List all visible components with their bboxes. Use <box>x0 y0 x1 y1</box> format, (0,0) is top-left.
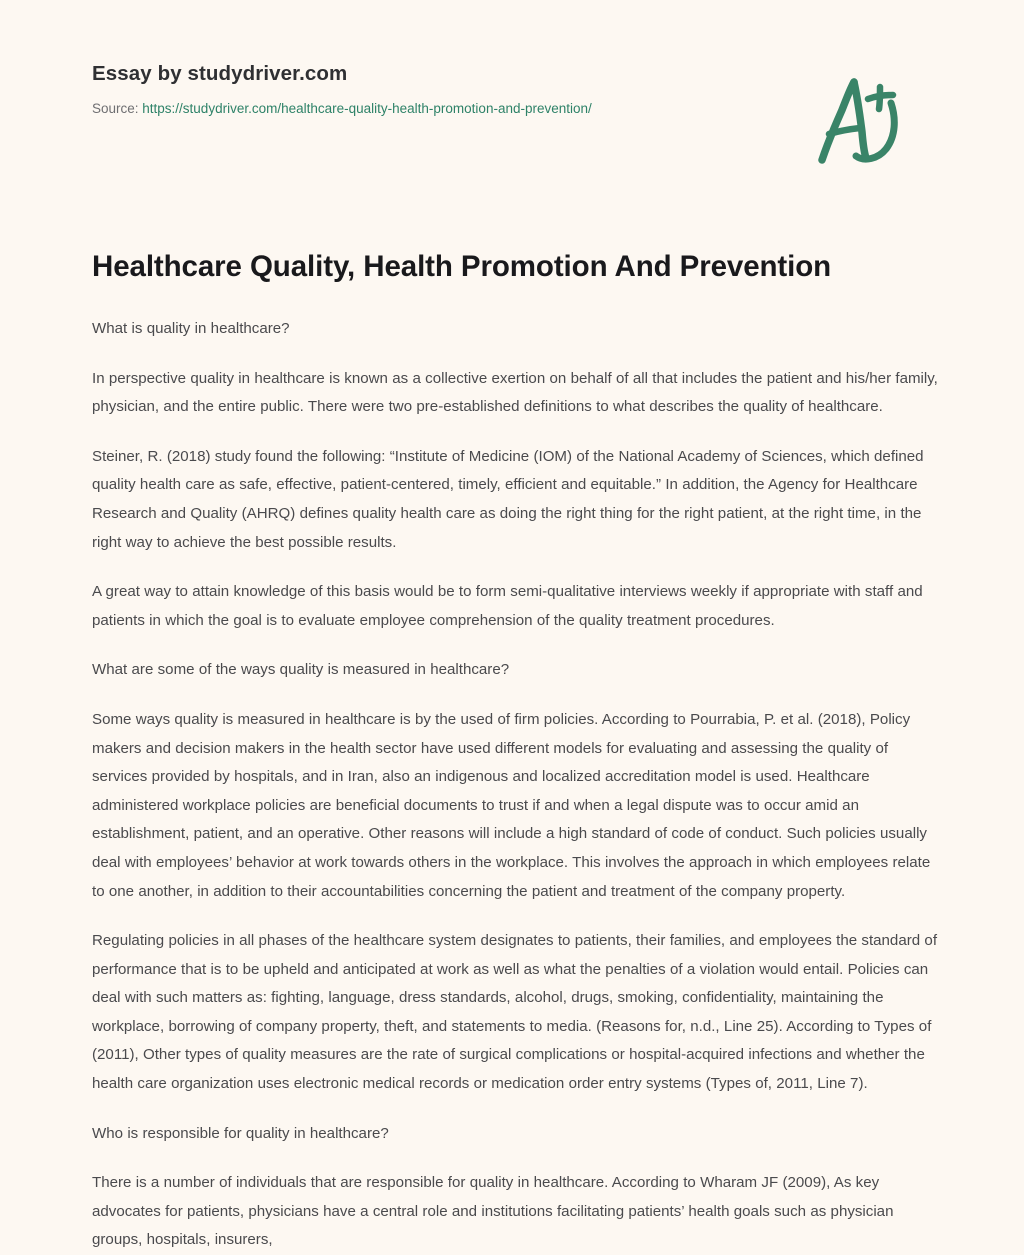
paragraph-3: A great way to attain knowledge of this basis would be to form semi-qualitative interviews weekly if appropriate with staff and patients in which the goal is to evaluate employee comprehension of the quality treatment procedures. <box>92 583 923 629</box>
source-url-link[interactable]: https://studydriver.com/healthcare-quality-health-promotion-and-prevention/ <box>142 100 592 116</box>
paragraph-5: Regulating policies in all phases of the healthcare system designates to patients, their families, and employees the standard of performance that is to be upheld and anticipated at work as well as what the penalties of a violation would entail. Policies can deal with such matters as: fighting, language, dress standards, alcohol, drugs, smoking, confidentiality, maintaining the workplace, borrowing of company property, theft, and statements to media. (Reasons for, n.d., Line 25). According to Types of (2011), Other types of quality measures are the rate of surgical complications or hospital-acquired infections and whether the health care organization uses electronic medical records or medication order entry systems (Types of, 2011, Line 7). <box>92 932 938 1093</box>
page-title: Healthcare Quality, Health Promotion And Prevention <box>92 250 832 283</box>
paragraph-4: Some ways quality is measured in healthcare is by the used of firm policies. According to Pourrabia, P. et al. (2018), Policy makers and decision makers in the health sector have used different models for evaluating and assessing the quality of services provided by hospitals, and in Iran, also an indigenous and localized accreditation model is used. Healthcare administered workplace policies are beneficial documents to trust if and when a legal dispute was to occur amid an establishment, patient, and an operative. Other reasons will include a high standard of code of conduct. Such policies usually deal with employees’ behavior at work towards others in the workplace. This involves the approach in which employees relate to one another, in addition to their accountabilities concerning the patient and treatment of the company property. <box>92 710 931 900</box>
document-header <box>92 62 792 117</box>
paragraph-question-2: What are some of the ways quality is measured in healthcare? <box>92 661 510 679</box>
source-line <box>92 101 792 117</box>
paragraph-question-1: What is quality in healthcare? <box>92 320 290 337</box>
document-body <box>92 315 940 1255</box>
essay-byline: Essay by studydriver.com <box>92 62 348 85</box>
paragraph-1: In perspective quality in healthcare is known as a collective exertion on behalf of all that includes the patient and his/her family, physician, and the entire public. There were two pre-established definitions to what describes the quality of healthcare. <box>92 369 938 416</box>
source-label: Source: <box>92 100 143 116</box>
paragraph-2: Steiner, R. (2018) study found the following: “Institute of Medicine (IOM) of the National Academy of Sciences, which defined quality health care as safe, effective, patient-centered, timely, efficient and equitable.” In addition, the Agency for Healthcare Research and Quality (AHRQ) defines quality health care as doing the right thing for the right patient, at the right time, in the right way to achieve the best possible results. <box>92 447 924 551</box>
studydriver-a-plus-logo-icon <box>812 70 908 166</box>
paragraph-6: There is a number of individuals that are responsible for quality in healthcare. According to Wharam JF (2009), As key advocates for patients, physicians have a central role and institutions facilitating patients’ health goals such as physician groups, hospitals, insurers, <box>92 1174 894 1249</box>
paragraph-question-3: Who is responsible for quality in healthcare? <box>92 1124 389 1142</box>
